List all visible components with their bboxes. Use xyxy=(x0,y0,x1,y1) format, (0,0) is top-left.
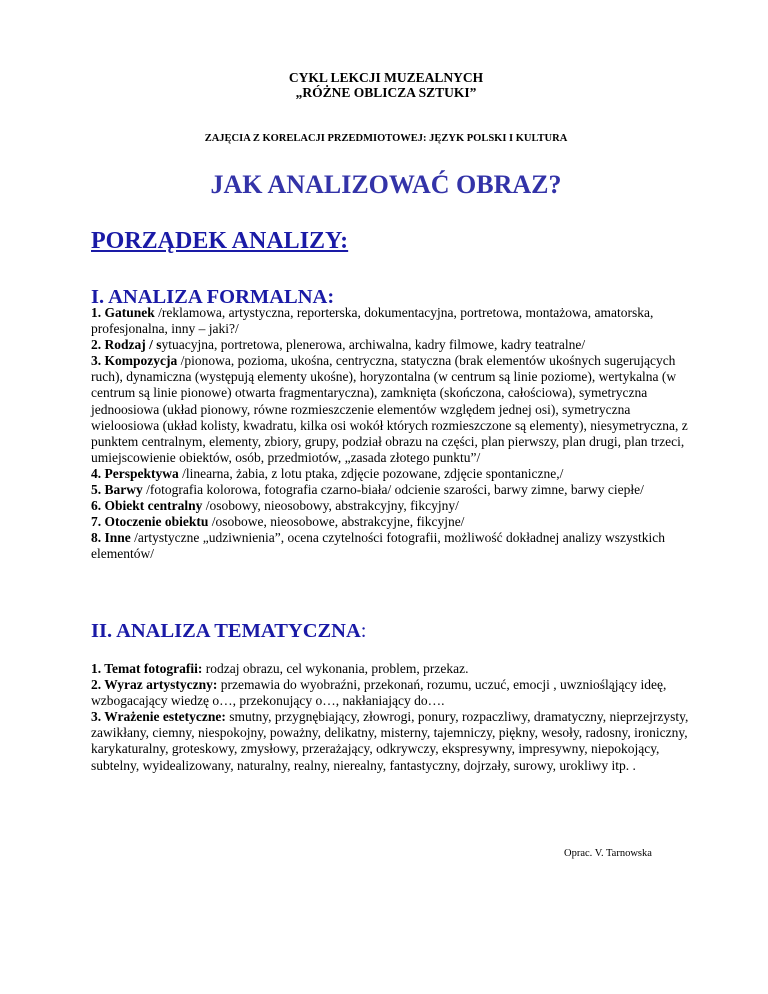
section-formal-list xyxy=(91,305,689,563)
list-item: 3. Wrażenie estetyczne: smutny, przygnębiający, złowrogi, ponury, rozpaczliwy, dramatyczny, nieprzejrzysty, zawikłany, ciemny, niespokojny, poważny, delikatny, misterny, tajemniczy, piękny, wesoły, radosny, ironiczny, karykaturalny, groteskowy, zmysłowy, przerażający, odkrywczy, ekspresywny, impresywny, niepokojący, subtelny, wyidealizowany, naturalny, realny, nierealny, fantastyczny, dojrzały, surowy, urokliwy itp. . xyxy=(91,709,689,773)
list-item: 1. Temat fotografii: rodzaj obrazu, cel wykonania, problem, przekaz. xyxy=(91,661,469,676)
list-item: 1. Gatunek /reklamowa, artystyczna, reporterska, dokumentacyjna, portretowa, montażowa, amatorska, profesjonalna, inny – jaki?/ xyxy=(91,305,654,337)
correlation-subtitle: ZAJĘCIA Z KORELACJI PRZEDMIOTOWEJ: JĘZYK POLSKI I KULTURA xyxy=(204,133,568,144)
list-item: 2. Rodzaj / sytuacyjna, portretowa, plenerowa, archiwalna, kadry filmowe, kadry teatralne/ xyxy=(91,337,586,353)
cycle-title: CYKL LEKCJI MUZEALNYCH xyxy=(288,70,484,85)
page-title: JAK ANALIZOWAĆ OBRAZ? xyxy=(210,170,562,199)
list-item: 8. Inne /artystyczne „udziwnienia”, ocena czytelności fotografii, możliwość dokładnej analizy wszystkich elementów/ xyxy=(91,530,665,562)
section-thematic-heading: II. ANALIZA TEMATYCZNA: xyxy=(91,620,367,642)
list-item: 2. Wyraz artystyczny: przemawia do wyobraźni, przekonań, rozumu, uczuć, emocji , uwzniośląjący ideę, wzbogacający wiedzę o…, przekonujący o…, nakłaniający do…. xyxy=(91,677,667,709)
list-item: 3. Kompozycja /pionowa, pozioma, ukośna, centryczna, statyczna (brak elementów ukośnych sugerujących ruch), dynamiczna (występują elementy ukośne), horyzontalna (w centrum są linie poziome), wertykalna (w centrum są linie pionowe) otwarta fragmentaryczna), zamknięta (skończona, całościowa), symetryczna jednoosiowa (układ pionowy, równe rozmieszczenie elementów względem jednej osi), symetryczna wieloosiowa (układ kolisty, kwadratu, kilka osi wokół których rozmieszczone są elementy), niesymetryczna, z punktem centralnym, elementy, zbiory, grupy, podział obrazu na części, plan pierwszy, plan drugi, plan trzeci, umiejscowienie obiektów, osób, przedmiotów, „zasada złotego punktu”/ xyxy=(91,353,688,465)
list-item: 6. Obiekt centralny /osobowy, nieosobowy, abstrakcyjny, fikcyjny/ xyxy=(91,498,459,514)
author-credit: Oprac. V. Tarnowska xyxy=(564,848,652,859)
order-heading: PORZĄDEK ANALIZY: xyxy=(91,228,349,254)
section-formal-heading: I. ANALIZA FORMALNA: xyxy=(91,286,335,308)
section-thematic-list xyxy=(91,661,689,774)
list-item: 4. Perspektywa /linearna, żabia, z lotu ptaka, zdjęcie pozowane, zdjęcie spontaniczne,/ xyxy=(91,465,564,481)
cycle-header xyxy=(91,70,681,100)
cycle-subtitle: „RÓŻNE OBLICZA SZTUKI” xyxy=(295,85,477,100)
list-item: 5. Barwy /fotografia kolorowa, fotografia czarno-biała/ odcienie szarości, barwy zimne, barwy ciepłe/ xyxy=(91,482,644,498)
list-item: 7. Otoczenie obiektu /osobowe, nieosobowe, abstrakcyjne, fikcyjne/ xyxy=(91,514,465,530)
